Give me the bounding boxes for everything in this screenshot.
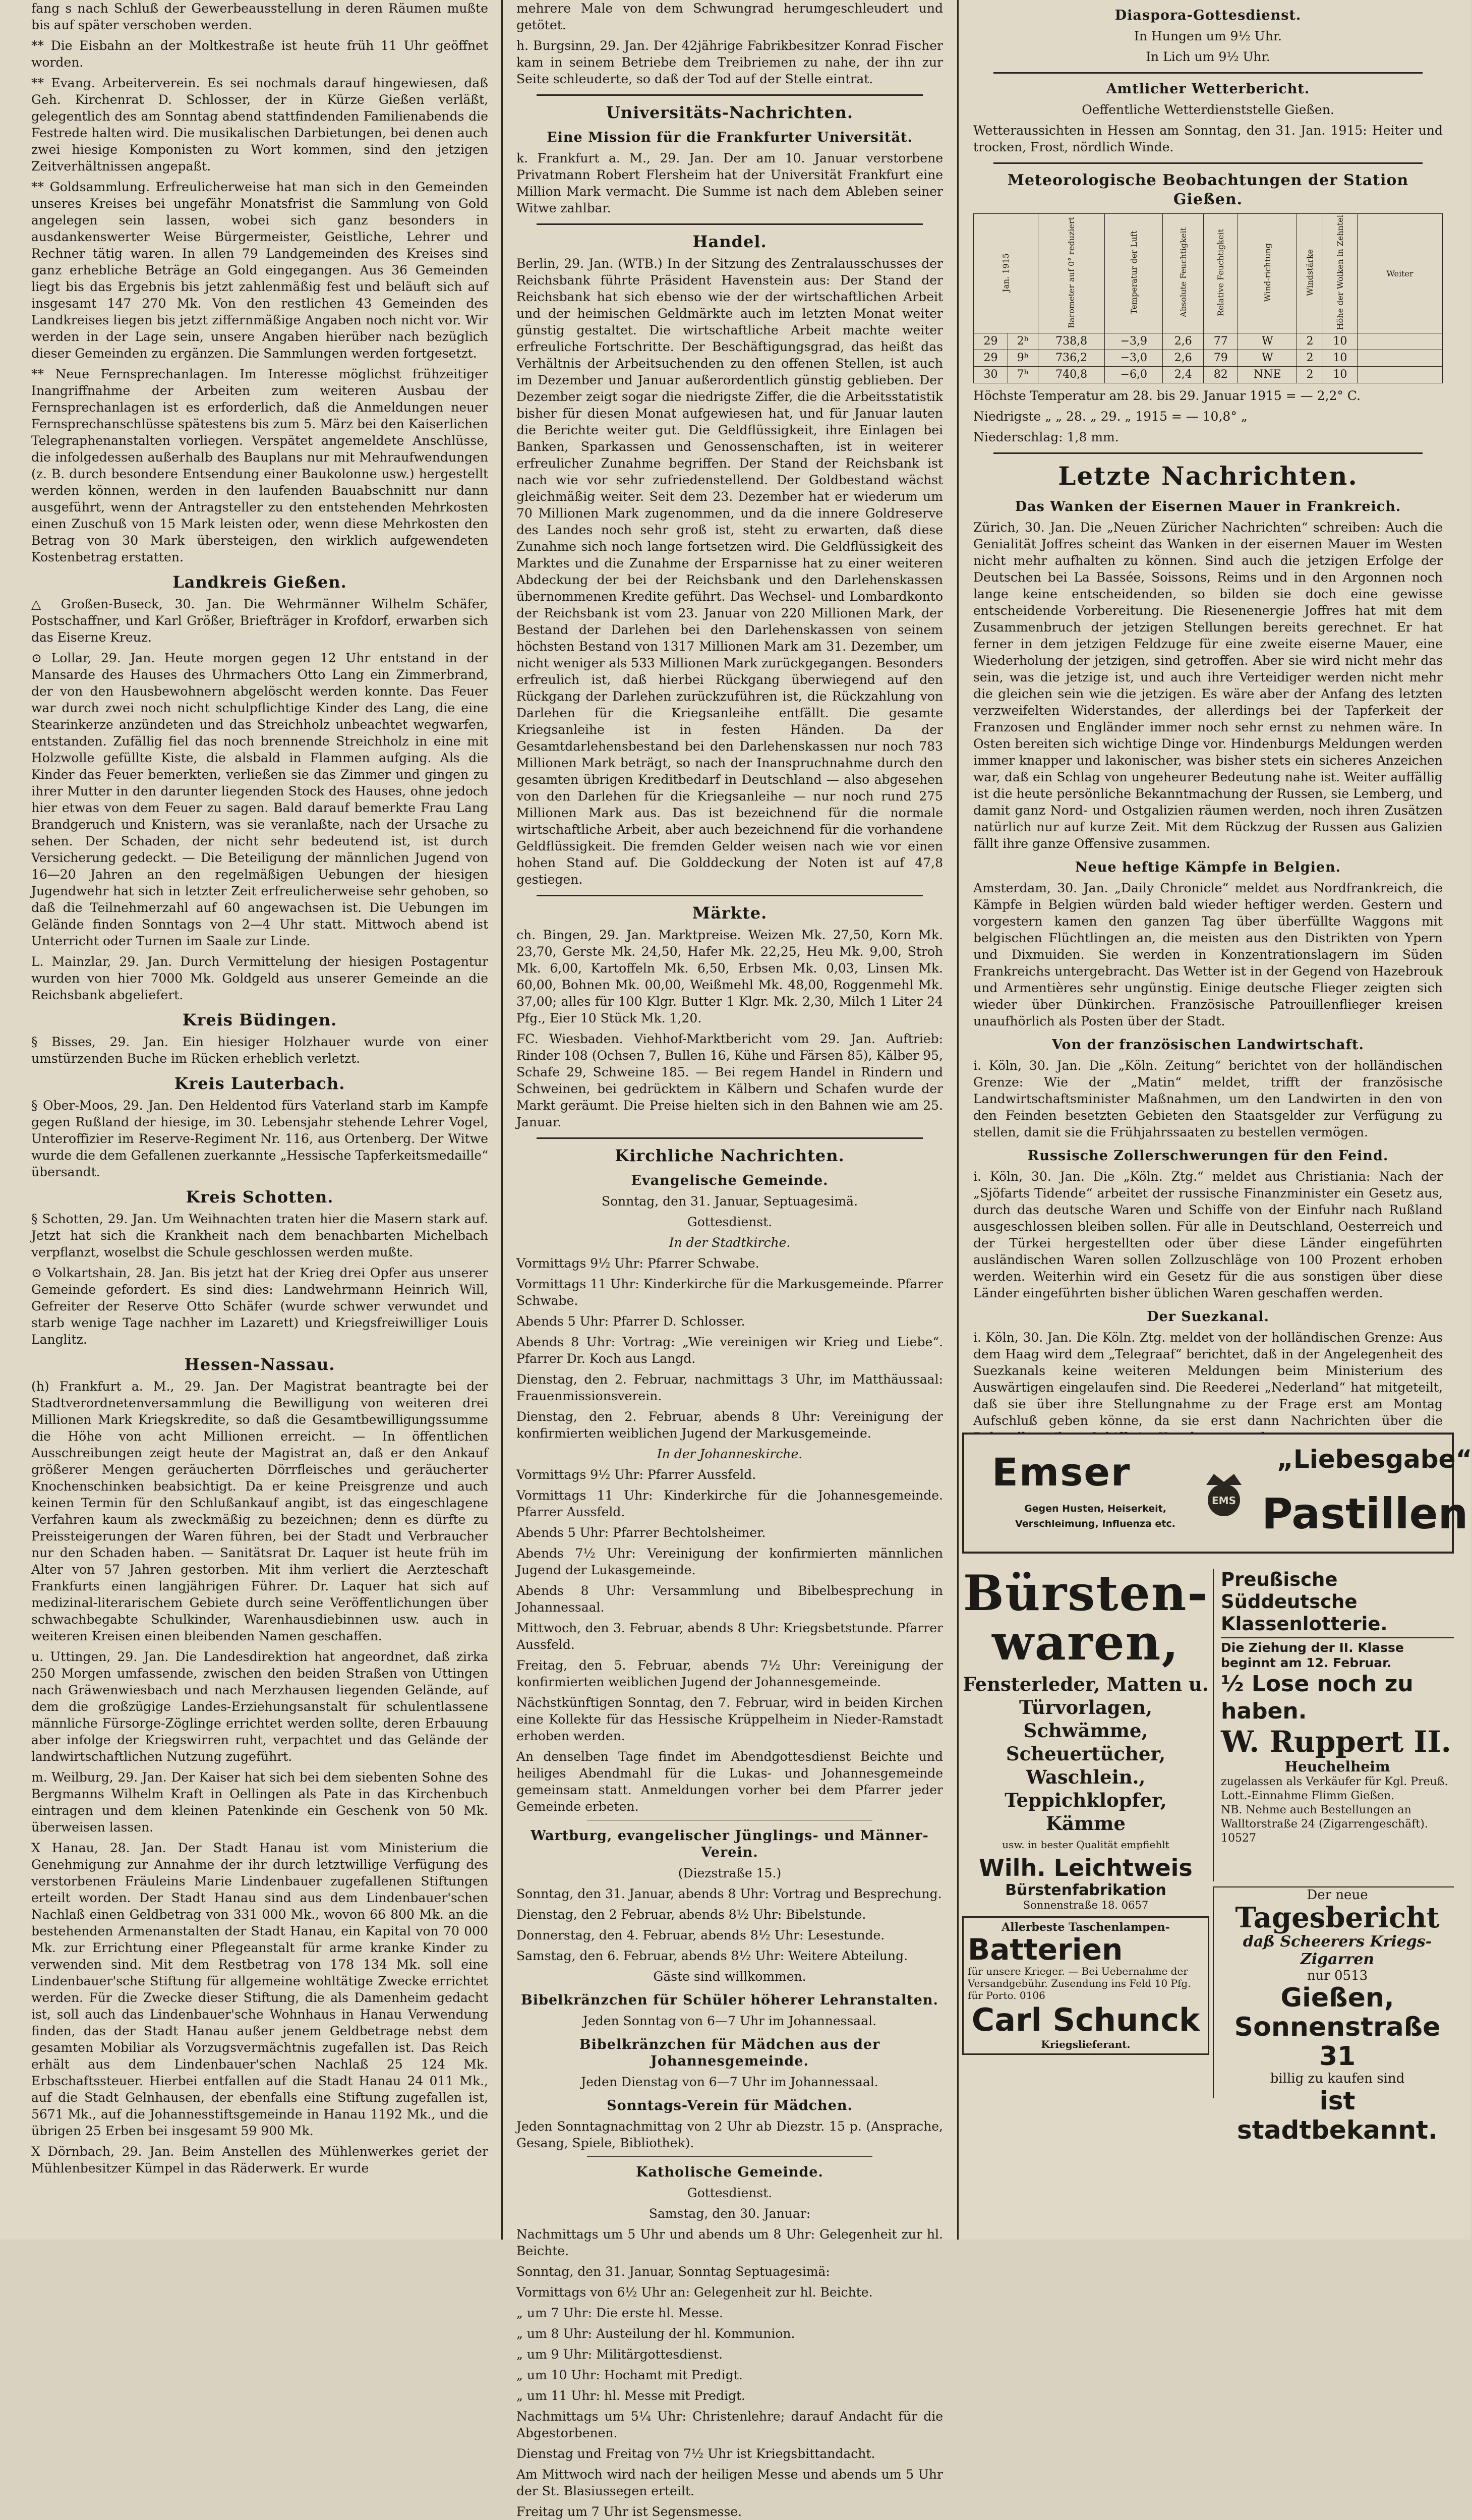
church-line: (Diezstraße 15.) xyxy=(678,1866,782,1880)
weather-col-header: Barometer auf 0° reduziert xyxy=(1038,214,1104,333)
weather-line: Wetteraussichten in Hessen am Sonntag, den 31. Jan. 1915: Heiter und trocken, Frost, nördlich Winde. xyxy=(973,123,1443,154)
table-cell: 2 xyxy=(1297,350,1323,367)
table-cell: 30 xyxy=(974,367,1008,383)
article-paragraph: ** Die Eisbahn an der Moltkestraße ist heute früh 11 Uhr geöffnet worden. xyxy=(31,38,488,70)
ad-headline: Preußische Süddeutsche Klassenlotterie. xyxy=(1221,1569,1388,1635)
ad-text: billig zu kaufen sind xyxy=(1270,2071,1405,2086)
church-line: Vormittags 9½ Uhr: Pfarrer Aussfeld. xyxy=(516,1467,756,1482)
ad-text: ½ Lose noch zu haben. xyxy=(1221,1671,1414,1724)
church-line: Gottesdienst. xyxy=(687,1215,773,1229)
church-line: Nächstkünftigen Sonntag, den 7. Februar, wird in beiden Kirchen eine Kollekte für das Hessische Krüppelheim in Nieder-Ramstadt erhoben werden. xyxy=(516,1695,943,1743)
weather-col-header: Höhe der Wolken in Zehntel xyxy=(1323,214,1357,333)
section-subheading: Evangelische Gemeinde. xyxy=(631,1173,829,1188)
church-line: Nachmittags um 5¼ Uhr: Christenlehre; darauf Andacht für die Abgestorbenen. xyxy=(516,2409,943,2440)
article-paragraph: Zürich, 30. Jan. Die „Neuen Züricher Nachrichten“ schreiben: Auch die Genialität Joffres scheint das Wanken in der eisernen Mauer im Westen nicht mehr aufhalten zu können. Sind auch die jetzigen Erfolge der Deutschen bei La Bassée, Soissons, Reims und in den Argonnen noch lange keine entscheidenden, so bilden sie doch eine gewisse entscheidende Vorbereitung. Die Riesenenergie Joffres hat mit dem Zusammenbruch der jetzigen Stellungen bereits gerechnet. Er hat ferner in dem jetzigen Feldzuge für eine zweite eiserne Mauer, eine Wiederholung der jetzigen, sind getroffen. Aber sie wird nicht mehr das sein, was die jetzige ist, und auch ihre Verteidiger werden nicht mehr die gleichen sein wie die jetzigen. Es wäre aber der Anfang des letzten verzweifelten Widerstandes, der allerdings bei der Tapferkeit der Franzosen und Engländer immer noch sehr ernst zu nehmen wäre. In Osten bereiten sich wichtige Dinge vor. Hindenburgs Meldungen werden immer knapper und lakonischer, was bisher stets ein sicheres Anzeichen war, daß ein Schlag von ungeheurer Bedeutung nahe ist. Weiter auffällig ist die heute persönliche Bekanntmachung der Russen, sie Lemberg, und damit ganz Nord- und Ostgalizien räumen werden, noch ihren Zusätzen natürlich nur auf kurze Zeit. Mit dem Rückzug der Russen aus Galizien fällt ihre ganze Offensive zusammen. xyxy=(973,520,1443,851)
article-paragraph: ** Goldsammlung. Erfreulicherweise hat man sich in den Gemeinden unseres Kreises bei ungefähr Monatsfrist die Sammlung von Gold angelegen sein lassen, wobei sich ganz besonders in ausdankenswerter Weise Bürgermeister, Geistliche, Lehrer und Rechner tätig waren. In allen 79 Landgemeinden des Kreises sind ganz erhebliche Beträge an Gold eingegangen. Aus 36 Gemeinden liegt bis das Ergebnis bis jetzt zahlenmäßig fest und beläuft sich auf insgesamt 147 270 Mk. Von den restlichen 43 Gemeinden des Landkreises liegen bis jetzt ziffernmäßige Angaben noch nicht vor. Wir werden in der Lage sein, unsere Angaben hierüber nach bezüglich dieser Gemeinden zu ergänzen. Die Sammlungen werden fortgesetzt. xyxy=(31,180,488,361)
article-paragraph: ** Neue Fernsprechanlagen. Im Interesse möglichst frühzeitiger Inangriffnahme der Arbeiten zum weiteren Ausbau der Fernsprechanlagen ist es erforderlich, daß die Anmeldungen neuer Fernsprechanschlüsse spätestens bis zum 5. März bei den Kaiserlichen Telegraphenanstalten vorliegen. Verspätet angemeldete Anschlüsse, die infolgedessen außerhalb des Bauplans nur mit Mehraufwendungen (z. B. durch besondere Entsendung einer Baukolonne usw.) hergestellt werden können, werden in den laufenden Bauabschnitt nur dann ausgeführt, wenn der Antragsteller zu den entstehenden Mehrkosten einen Zuschuß von 15 Mark leisten oder, wenn diese Mehrkosten den Betrag von 30 Mark übersteigen, den wirklich aufgewendeten Kostenbetrag erstatten. xyxy=(31,367,488,564)
table-cell: 736,2 xyxy=(1038,350,1104,367)
section-heading: Kirchliche Nachrichten. xyxy=(615,1146,845,1165)
church-line: Dienstag, den 2. Februar, nachmittags 3 Uhr, im Matthäussaal: Frauenmissionsverein. xyxy=(516,1372,943,1403)
section-subheading: Das Wanken der Eisernen Mauer in Frankreich. xyxy=(1015,499,1401,515)
church-line: Jeden Sonntagnachmittag von 2 Uhr ab Diezstr. 15 p. (Ansprache, Gesang, Spiele, Bibliothek). xyxy=(516,2119,943,2150)
weather-col-header: Jan. 1915 xyxy=(974,214,1038,333)
ad-firm: Carl Schunck xyxy=(971,2001,1200,2038)
table-row xyxy=(974,350,1443,367)
section-heading: Handel. xyxy=(692,232,767,251)
church-line: Dienstag und Freitag von 7½ Uhr ist Kriegsbittandacht. xyxy=(516,2446,875,2461)
section-subheading: Eine Mission für die Frankfurter Universität. xyxy=(547,130,913,145)
ad-text: Gegen Husten, Heiserkeit, Verschleimung, Influenza etc. xyxy=(1015,1503,1175,1529)
ad-product: Batterien xyxy=(968,1932,1123,1967)
table-cell: −6,0 xyxy=(1105,367,1163,383)
ad-brand: Emser xyxy=(992,1450,1131,1495)
section-divider xyxy=(537,94,923,96)
table-cell xyxy=(1358,350,1443,367)
section-subheading: Sonntags-Verein für Mädchen. xyxy=(607,2098,853,2113)
church-line: Am Mittwoch wird nach der heiligen Messe und abends um 5 Uhr der St. Blasiussegen erteilt. xyxy=(516,2467,943,2498)
table-cell: 29 xyxy=(974,333,1008,350)
table-cell: 29 xyxy=(974,350,1008,367)
ad-text: zugelassen als Verkäufer für Kgl. Preuß. Lott.-Einnahme Flimm Gießen. xyxy=(1221,1776,1448,1802)
article-paragraph: ⊙ Lollar, 29. Jan. Heute morgen gegen 12 Uhr entstand in der Mansarde des Hauses des Uhrmachers Otto Lang ein Zimmerbrand, der von den Hausbewohnern abgelöscht werden konnte. Das Feuer war durch zwei noch nicht schulpflichtige Kinder des Lang, die eine Stearinkerze anzündeten und das Streichholz unbeachtet wegwarfen, entstanden. Zufällig fiel das noch brennende Streichholz in eine mit Holzwolle gefüllte Kiste, die alsbald in Flammen aufging. Als die Kinder das Feuer bemerkten, verließen sie das Zimmer und gingen zu ihrer Mutter in den darunter liegenden Stock des Hauses, ohne jedoch hier etwas von dem Feuer zu sagen. Bald darauf bemerkte Frau Lang Brandgeruch und Knistern, was sie veranlaßte, nach der Ursache zu sehen. Der Schaden, der nicht sehr bedeutend ist, ist durch Versicherung gedeckt. — Die Beteiligung der männlichen Jugend von 16—20 Jahren an den regelmäßigen Uebungen der hiesigen Jugendwehr hat sich in letzter Zeit erfreulicherweise sehr gehoben, so daß die Teilnehmerzahl auf 60 angewachsen ist. Die Uebungen im Gelände finden Sonntags von 2—4 Uhr statt. Mittwoch abend ist Unterricht oder Turnen im Saale zur Linde. xyxy=(31,651,488,948)
table-cell: 79 xyxy=(1204,350,1238,367)
section-subheading: Bibelkränzchen für Mädchen aus der Johannesgemeinde. xyxy=(579,2037,880,2069)
article-paragraph: (h) Frankfurt a. M., 29. Jan. Der Magistrat beantragte bei der Stadtverordnetenversammlung die Bewilligung von weiteren drei Millionen Mark Kriegskredite, so daß die Gesamtbewilligungssumme die Höhe von acht Millionen erreicht. — In öffentlichen Ausschreibungen zeigt heute der Magistrat an, daß er den Ankauf größerer Mengen geräucherten Dörrfleisches und geräucherter Knochenschinken beabsichtigt. Da er keine Preisgrenze und auch keinen Termin für den Schlußankauf angibt, ist das eingeschlagene Verfahren kaum als zweckmäßig zu bezeichnen; denn es dürfte zu Preissteigerungen der Waren führen, bei der Stadt und Verbraucher nur den Schaden haben. — Sanitätsrat Dr. Laquer ist heute früh im Alter von 57 Jahren gestorben. Mit ihm verliert die Aerzteschaft Frankfurts einen langjährigen Führer. Dr. Laquer hat sich auf medizinal-literarischem Gebiete durch seine Veröffentlichungen über schwachbegabte Schulkinder, Warenhausdiebinnen usw. auch in weiteren Kreisen einen bleibenden Namen geschaffen. xyxy=(31,1379,488,1643)
section-heading: Letzte Nachrichten. xyxy=(1058,461,1358,491)
weather-line: Niederschlag: 1,8 mm. xyxy=(973,430,1119,445)
section-heading: Kreis Büdingen. xyxy=(182,1010,337,1029)
service-line: In Lich um 9½ Uhr. xyxy=(1146,49,1270,64)
table-row xyxy=(974,333,1443,350)
column-rule xyxy=(501,0,503,2240)
article-paragraph: h. Burgsinn, 29. Jan. Der 42jährige Fabrikbesitzer Konrad Fischer kam in seinem Betriebe dem Treibriemen zu nahe, der ihn zur Seite schleuderte, so daß der Tod auf der Stelle eintrat. xyxy=(516,38,943,86)
table-cell: 738,8 xyxy=(1038,333,1104,350)
article-paragraph: △ Großen-Buseck, 30. Jan. Die Wehrmänner Wilhelm Schäfer, Postschaffner, und Karl Größer, Briefträger in Krofdorf, erwarben sich das Eiserne Kreuz. xyxy=(31,597,488,645)
church-line: Dienstag, den 2. Februar, abends 8 Uhr: Vereinigung der konfirmierten weiblichen Jugend der Markusgemeinde. xyxy=(516,1409,943,1441)
weather-col-header: Absolute Feuchtigkeit xyxy=(1163,214,1204,333)
table-cell: 7ʰ xyxy=(1008,367,1038,383)
ad-text: Der neue xyxy=(1307,1887,1368,1903)
ad-text: nur 0513 xyxy=(1307,1968,1368,1983)
weather-line: Höchste Temperatur am 28. bis 29. Januar 1915 = — 2,2° C. xyxy=(973,388,1361,404)
weather-col-header: Windstärke xyxy=(1297,214,1323,333)
ad-buerstenwaren xyxy=(962,1565,1209,2113)
weather-col-header: Wind-richtung xyxy=(1238,214,1297,333)
ad-text: NB. Nehme auch Bestellungen an Walltorstraße 24 (Zigarrengeschäft). 10527 xyxy=(1221,1804,1428,1845)
ad-firm: Wilh. Leichtweis xyxy=(979,1854,1193,1881)
section-subheading: Russische Zollerschwerungen für den Feind. xyxy=(1027,1148,1389,1164)
section-divider xyxy=(587,2156,872,2157)
church-line: Sonntag, den 31. Januar, Sonntag Septuagesimä: xyxy=(516,2264,830,2279)
article-paragraph: § Ober-Moos, 29. Jan. Den Heldentod fürs Vaterland starb im Kampfe gegen Rußland der hiesige, im 30. Lebensjahr stehende Lehrer Vogel, Unteroffizier im Reserve-Regiment Nr. 116, aus Ortenberg. Der Witwe wurde die dem Gefallenen zuerkannte „Hessische Tapferkeitsmedaille“ übersandt. xyxy=(31,1098,488,1179)
church-line: Abends 8 Uhr: Versammlung und Bibelbesprechung in Johannessaal. xyxy=(516,1583,943,1615)
church-line: Donnerstag, den 4. Februar, abends 8½ Uhr: Lesestunde. xyxy=(516,1928,885,1942)
table-cell: 2 xyxy=(1297,367,1323,383)
service-line: In Hungen um 9½ Uhr. xyxy=(1134,29,1282,43)
column-rule xyxy=(957,0,959,2240)
weather-col-header: Relative Feuchtigkeit xyxy=(1204,214,1238,333)
column-1 xyxy=(20,0,499,2240)
church-line: Gottesdienst. xyxy=(687,2186,773,2200)
church-line: Dienstag, den 2 Februar, abends 8½ Uhr: Bibelstunde. xyxy=(516,1907,866,1922)
section-heading: Diaspora-Gottesdienst. xyxy=(1114,8,1302,23)
weather-table-header xyxy=(974,214,1443,333)
article-paragraph: i. Köln, 30. Jan. Die „Köln. Ztg.“ meldet aus Christiania: Nach der „Sjöfarts Tidende“ arbeitet der russische Finanzminister ein Gesetz aus, durch das deutsche Waren und Schiffe von der Einfuhr nach Rußland ausgeschlossen bleiben sollen. Für alle in Deutschland, Oesterreich und der Türkei hergestellten oder über diese Länder eingeführten ausländischen Waren sollen Zollzuschläge von 100 Prozent erhoben werden. Weiterhin wird ein Gesetz für die aus sonstigen über diese Länder eingeführten bisher üblichen Waren geschaffen werden. xyxy=(973,1169,1443,1301)
article-paragraph: ⊙ Volkartshain, 28. Jan. Bis jetzt hat der Krieg drei Opfer aus unserer Gemeinde gefordert. Es sind dies: Landwehrmann Heinrich Will, Gefreiter der Reserve Otto Schäfer (wurde schwer verwundet und starb wenige Tage nachher im Lazarett) und Kriegsfreiwilliger Louis Langlitz. xyxy=(31,1266,488,1347)
church-line: „ um 7 Uhr: Die erste hl. Messe. xyxy=(516,2306,723,2320)
ad-emser-pastillen xyxy=(962,1433,1472,1554)
ad-text: Allerbeste Taschenlampen- xyxy=(1002,1921,1170,1934)
section-divider xyxy=(537,1137,923,1139)
church-line: Freitag, den 5. Februar, abends 7½ Uhr: Vereinigung der konfirmierten weiblichen Jugend der Johannesgemeinde. xyxy=(516,1658,943,1689)
church-line: „ um 11 Uhr: hl. Messe mit Predigt. xyxy=(516,2388,745,2403)
church-line: „ um 8 Uhr: Austeilung der hl. Kommunion. xyxy=(516,2326,795,2341)
ad-text: daß Scheerers Kriegs-Zigarren xyxy=(1243,1933,1432,1968)
article-paragraph: X Dörnbach, 29. Jan. Beim Anstellen des Mühlenwerkes geriet der Mühlenbesitzer Kümpel in das Räderwerk. Er wurde xyxy=(31,2144,488,2175)
ad-slogan: ist stadtbekannt. xyxy=(1237,2086,1438,2145)
ad-headline: Tagesbericht xyxy=(1235,1901,1440,1934)
church-line: Samstag, den 30. Januar: xyxy=(649,2206,811,2221)
section-subheading: Katholische Gemeinde. xyxy=(636,2164,823,2180)
section-heading: Kreis Schotten. xyxy=(186,1187,334,1207)
section-subheading: Wartburg, evangelischer Jünglings- und Männer-Verein. xyxy=(531,1828,929,1860)
article-paragraph: X Hanau, 28. Jan. Der Stadt Hanau ist vom Ministerium die Genehmigung zur Annahme der ihr durch letztwillige Verfügung des verstorbenen Fräuleins Marie Lindenbauer zugefallenen Stiftungen erteilt worden. Der Stadt Hanau sind aus dem Lindenbauer'schen Nachlaß einen Geldbetrag von 331 000 Mk., wovon 66 800 Mk. an die bestehenden Armenanstalten der Stadt Hanau, ein Kapital von 70 000 Mk. zur Errichtung einer Pflegeanstalt für arme kranke Kinder zu verwenden sind. Mit dem Restbetrag von 178 134 Mk. soll eine Lindenbauer'sche Stiftung für allgemeine wohltätige Zwecke errichtet werden. Für die Zwecke dieser Stiftung, die als Damenheim gedacht ist, soll auch das Lindenbauer'sche Wohnhaus in Hanau Verwendung finden, das der Stadt Hanau außer jenem Geldbetrage nebst dem gesamten Mobiliar als Vorzugsvermächtnis zugefallen ist. Das Reich erhält aus dem Lindenbauer'schen Nachlaß 25 124 Mk. Erbschaftssteuer. Hierbei entfallen auf die Stadt Hanau 24 011 Mk., auf die Stadt Gelnhausen, der ebenfalls eine Stiftung zugefallen ist, 5671 Mk., auf die Johannesstiftsgemeinde in Hanau 1192 Mk., und die übrigen 25 Erben bei insgesamt 59 900 Mk. xyxy=(31,1841,488,2138)
church-line: Gäste sind willkommen. xyxy=(653,1969,806,1984)
church-line: Abends 8 Uhr: Vortrag: „Wie vereinigen wir Krieg und Liebe“. Pfarrer Dr. Koch aus Langd. xyxy=(516,1335,943,1366)
section-heading: Meteorologische Beobachtungen der Station Gießen. xyxy=(1007,171,1409,208)
church-line: Abends 5 Uhr: Pfarrer Bechtolsheimer. xyxy=(516,1525,766,1540)
ad-place: Heuchelheim xyxy=(1284,1758,1390,1775)
section-subheading: Von der französischen Landwirtschaft. xyxy=(1052,1037,1364,1053)
table-cell: 740,8 xyxy=(1038,367,1104,383)
ad-text: Kriegslieferant. xyxy=(1041,2038,1131,2050)
church-line: In der Johanneskirche. xyxy=(657,1447,803,1461)
section-heading: Märkte. xyxy=(692,903,768,923)
table-cell: 82 xyxy=(1204,367,1238,383)
ad-headline: Bürsten-waren, xyxy=(963,1565,1209,1671)
table-cell xyxy=(1358,333,1443,350)
article-paragraph: § Schotten, 29. Jan. Um Weihnachten traten hier die Masern stark auf. Jetzt hat sich die Krankheit nach dem benachbarten Michelbach verpflanzt, woselbst die Schule geschlossen werden mußte. xyxy=(31,1212,488,1259)
section-heading: Amtlicher Wetterbericht. xyxy=(1106,81,1310,97)
table-cell: NNE xyxy=(1238,367,1297,383)
weather-table xyxy=(973,213,1443,383)
ad-text: usw. in bester Qualität empfiehlt xyxy=(1002,1839,1169,1851)
table-cell: 10 xyxy=(1323,350,1357,367)
church-line: Jeden Dienstag von 6—7 Uhr im Johannessaal. xyxy=(581,2075,878,2089)
church-line: Freitag um 7 Uhr ist Segensmesse. xyxy=(516,2504,742,2519)
church-line: „ um 10 Uhr: Hochamt mit Predigt. xyxy=(516,2368,743,2382)
section-subheading: Der Suezkanal. xyxy=(1147,1309,1269,1325)
table-cell: 9ʰ xyxy=(1008,350,1038,367)
section-heading: Hessen-Nassau. xyxy=(184,1355,335,1374)
section-divider xyxy=(537,895,923,896)
ad-tagesbericht xyxy=(1213,1886,1454,2145)
badge-text: EMS xyxy=(1212,1495,1236,1507)
church-line: Jeden Sonntag von 6—7 Uhr im Johannessaal. xyxy=(582,2014,877,2028)
table-cell: 10 xyxy=(1323,333,1357,350)
table-cell: 2ʰ xyxy=(1008,333,1038,350)
article-paragraph: FC. Wiesbaden. Viehhof-Marktbericht vom 29. Jan. Auftrieb: Rinder 108 (Ochsen 7, Bullen 16, Kühe und Färsen 85), Kälber 95, Schafe 29, Schweine 185. — Bei regem Handel in Rindern und Schweinen, bei gedrücktem in Kälbern und Schafen wurde der Markt geräumt. Die Preise hielten sich in den Bahnen wie am 25. Januar. xyxy=(516,1032,943,1129)
table-row xyxy=(974,367,1443,383)
table-cell: −3,0 xyxy=(1105,350,1163,367)
article-paragraph: ch. Bingen, 29. Jan. Marktpreise. Weizen Mk. 27,50, Korn Mk. 23,70, Gerste Mk. 24,50, Hafer Mk. 22,25, Heu Mk. 9,00, Stroh Mk. 6,00, Kartoffeln Mk. 6,50, Erbsen Mk. 0,03, Linsen Mk. 60,00, Bohnen Mk. 00,00, Weißmehl Mk. 48,00, Roggenmehl Mk. 37,00; alles für 100 Klgr. Butter 1 Klgr. Mk. 2,30, Milch 1 Liter 24 Pfg., Eier 10 Stück Mk. 1,20. xyxy=(516,928,943,1025)
church-line: An denselben Tage findet im Abendgottesdienst Beichte und heiliges Abendmahl für die Lukas- und Johannesgemeinde gemeinsam statt. Anmeldungen vorher bei dem Pfarrer jeder Gemeinde erbeten. xyxy=(516,1749,943,1814)
ad-text: Die Ziehung der II. Klasse beginnt am 12. Februar. xyxy=(1221,1637,1454,1671)
section-heading: Kreis Lauterbach. xyxy=(174,1074,345,1093)
table-cell: W xyxy=(1238,350,1297,367)
section-divider xyxy=(993,452,1423,454)
article-paragraph: m. Weilburg, 29. Jan. Der Kaiser hat sich bei dem siebenten Sohne des Bergmanns Wilhelm Kraft in Oellingen als Pate in das Kirchenbuch eintragen und dem kleinen Patenkinde ein Geschenk von 50 Mk. überweisen lassen. xyxy=(31,1770,488,1835)
church-line: Nachmittags um 5 Uhr und abends um 8 Uhr: Gelegenheit zur hl. Beichte. xyxy=(516,2227,943,2258)
section-divider xyxy=(537,223,923,225)
church-line: In der Stadtkirche. xyxy=(669,1235,791,1250)
church-line: Vormittags 11 Uhr: Kinderkirche für die Markusgemeinde. Pfarrer Schwabe. xyxy=(516,1277,943,1308)
ad-product-list: Fensterleder, Matten u. Türvorlagen, Schwämme, Scheuertücher, Waschlein., Teppichklopfer, Kämme xyxy=(963,1673,1209,1835)
ad-product: Pastillen xyxy=(1262,1489,1468,1538)
church-line: Sonntag, den 31. Januar, Septuagesimä. xyxy=(601,1194,858,1209)
weather-line: Oeffentliche Wetterdienststelle Gießen. xyxy=(1082,102,1334,117)
article-paragraph: § Bisses, 29. Jan. Ein hiesiger Holzhauer wurde von einer umstürzenden Buche im Rücken erheblich verletzt. xyxy=(31,1035,488,1066)
church-line: Sonntag, den 31. Januar, abends 8 Uhr: Vortrag und Besprechung. xyxy=(516,1886,942,1901)
ad-firm: W. Ruppert II. xyxy=(1221,1725,1451,1759)
table-cell: 2,6 xyxy=(1163,350,1204,367)
article-paragraph: u. Uttingen, 29. Jan. Die Landesdirektion hat angeordnet, daß zirka 250 Morgen umfassende, zwischen den beiden Straßen von Uttingen nach Gräwenwiesbach und nach Merzhausen liegenden Gelände, auf dem die großzügige Landes-Erziehungsanstalt für schulentlassene männliche Fürsorge-Zöglinge errichtet werden sollte, deren Erbauung aber infolge der Kriegswirren ruht, verpachtet und das Gelände der landwirtschaftlichen Nutzung zugeführt. xyxy=(31,1649,488,1764)
article-paragraph: Amsterdam, 30. Jan. „Daily Chronicle“ meldet aus Nordfrankreich, die Kämpfe in Belgien würden bald wieder heftiger werden. Gestern und vorgestern kamen den ganzen Tag über überfüllte Waggons mit belgischen Flüchtlingen an, die meisten aus den Distrikten von Ypern und Dixmuiden. Sie werden in Konzentrationslagern im Süden Frankreichs untergebracht. Das Wetter ist in der Gegend von Hazebrouk und Armentières sehr ungünstig. Einige deutsche Flieger zeigten sich wieder über Dünkirchen. Französische Patrouillenflieger kreisen unaufhörlich als Posten über der Stadt. xyxy=(973,881,1443,1029)
table-cell xyxy=(1358,367,1443,383)
ad-address: Gießen, Sonnenstraße 31 xyxy=(1234,1983,1441,2072)
table-cell: 2,4 xyxy=(1163,367,1204,383)
church-line: Mittwoch, den 3. Februar, abends 8 Uhr: Kriegsbetstunde. Pfarrer Aussfeld. xyxy=(516,1621,943,1652)
column-2 xyxy=(505,0,954,2519)
church-line: Vormittags 11 Uhr: Kinderkirche für die Johannesgemeinde. Pfarrer Aussfeld. xyxy=(516,1488,943,1519)
article-paragraph: k. Frankfurt a. M., 29. Jan. Der am 10. Januar verstorbene Privatmann Robert Flersheim hat der Universität Frankfurt eine Million Mark vermacht. Die Summe ist nach dem Ableben seiner Witwe zahlbar. xyxy=(516,151,943,215)
table-cell: W xyxy=(1238,333,1297,350)
weather-col-header: Weiter xyxy=(1358,214,1443,333)
ad-address: Sonnenstraße 18. 0657 xyxy=(1023,1899,1149,1911)
column-3 xyxy=(962,0,1454,1428)
ad-batterien xyxy=(962,1916,1209,2055)
article-paragraph: ** Evang. Arbeiterverein. Es sei nochmals darauf hingewiesen, daß Geh. Kirchenrat D. Schlosser, der in Kürze Gießen verläßt, gelegentlich des am Sonntag abend stattfindenden Familienabends die Festrede halten wird. Die musikalischen Darbietungen, bei denen auch zwei hiesige Komponisten zu Wort kommen, sind den jetzigen Zeitverhältnissen angepaßt. xyxy=(31,76,488,174)
church-line: Vormittags 9½ Uhr: Pfarrer Schwabe. xyxy=(516,1256,759,1271)
section-subheading: Bibelkränzchen für Schüler höherer Lehranstalten. xyxy=(521,1992,938,2008)
table-cell: 77 xyxy=(1204,333,1238,350)
article-paragraph: mehrere Male von dem Schwungrad herumgeschleudert und getötet. xyxy=(516,1,943,32)
section-divider xyxy=(993,162,1423,164)
ad-subtitle: Bürstenfabrikation xyxy=(1005,1881,1166,1899)
section-heading: Universitäts-Nachrichten. xyxy=(606,103,853,122)
ad-text: für unsere Krieger. — Bei Uebernahme der Versandgebühr. Zusendung ins Feld 10 Pfg. für Porto. 0106 xyxy=(968,1965,1191,2001)
section-heading: Landkreis Gießen. xyxy=(172,572,347,592)
article-paragraph: L. Mainzlar, 29. Jan. Durch Vermittelung der hiesigen Postagentur wurden von hier 7000 Mk. Goldgeld aus unserer Gemeinde an die Reichsbank abgeliefert. xyxy=(31,954,488,1002)
church-line: Vormittags von 6½ Uhr an: Gelegenheit zur hl. Beichte. xyxy=(516,2285,873,2300)
church-line: Abends 5 Uhr: Pfarrer D. Schlosser. xyxy=(516,1314,745,1329)
table-cell: 2 xyxy=(1297,333,1323,350)
ad-slogan: „Liebesgabe“ xyxy=(1277,1445,1472,1474)
crown-badge-icon xyxy=(1196,1465,1252,1520)
article-paragraph: i. Köln, 30. Jan. Die Köln. Ztg. meldet von der holländischen Grenze: Aus dem Haag wird dem „Telegraaf“ berichtet, daß in der Angelegenheit des Suezkanals keine weiteren Meldungen beim Ministerium des Auswärtigen eingelaufen sind. Die Reederei „Nederland“ hat mitgeteilt, daß sie über ihre Stellungnahme zu der Frage erst am Montag Aufschluß geben könne, da sie erst dann Nachrichten über die xyxy=(973,1330,1443,1428)
church-line: Samstag, den 6. Februar, abends 8½ Uhr: Weitere Abteilung. xyxy=(516,1949,908,1963)
article-paragraph: i. Köln, 30. Jan. Die „Köln. Zeitung“ berichtet von der holländischen Grenze: Wie der „Matin“ meldet, trifft der französische Landwirtschaftsminister Maßnahmen, um den Landwirten in den von den Feinden besetzten Gebieten den Staatsgelder zur Verfügung zu stellen, damit sie die Frühjahrssaaten zu bestellen vermögen. xyxy=(973,1058,1443,1140)
section-subheading: Neue heftige Kämpfe in Belgien. xyxy=(1075,860,1341,876)
church-line: „ um 9 Uhr: Militärgottesdienst. xyxy=(516,2347,723,2362)
table-cell: 10 xyxy=(1323,367,1357,383)
article-paragraph: Berlin, 29. Jan. (WTB.) In der Sitzung des Zentralausschusses der Reichsbank führte Präsident Havenstein aus: Der Stand der Reichsbank hat sich ebenso wie der der wirtschaftlichen Arbeit und der heimischen Geldmärkte auch im letzten Monat weiter günstig gestaltet. Die wirtschaftliche Arbeit machte weiter erfreuliche Fortschritte. Der Beschäftigungsgrad, das heißt das Verhältnis der Arbeitsuchenden zu den offenen Stellen, ist auch im Dezember und Januar außerordentlich günstig geblieben. Der Dezember zeigt sogar die niedrigste Ziffer, die die Arbeitsstatistik bisher für diesen Monat aufgewiesen hat, und für Januar lauten die Berichte weiter gut. Die Geldflüssigkeit, ihre Einlagen bei Banken, Sparkassen und Genossenschaften, ist in weiterer erfreulicher Zunahme begriffen. Der Stand der Reichsbank ist nach wie vor sehr zufriedenstellend. Der Goldbestand wächst gleichmäßig weiter. Seit dem 23. Dezember hat er wiederum um 70 Millionen Mark zugenommen, und da die innere Goldreserve des Landes noch sehr groß ist, steht zu erwarten, daß diese Zunahme sich noch lange fortsetzen wird. Die Geldflüssigkeit des Marktes und die Zunahme der Ersparnisse hat zu einer weiteren Abdeckung der bei der Reichsbank und den Darlehenskassen übernommenen Kredite geführt. Das Wechsel- und Lombardkonto der Reichsbank ist vom 23. Januar von 220 Millionen Mark, der Bestand der Darlehen bei den Darlehenskassen von seinem höchsten Bestand von 1317 Millionen Mark am 31. Dezember, um nicht weniger als 533 Millionen Mark zurückgegangen. Besonders erfreulich ist, daß hierbei Rückgang überwiegend auf den Rückgang der Darlehen zurückzuführen ist, die Rückzahlung von Darlehen für die Kriegsanleihe entfällt. Die gesamte Kriegsanleihe ist in festen Händen. Da der Gesamtdarlehensbestand bei den Darlehenskassen nur noch 783 Millionen Mark beträgt, so nach der Inanspruchnahme durch den gesamten übrigen Kreditbedarf in Deutschland — also abgesehen von den Darlehen für die Kriegsanleihe — nur noch rund 275 Millionen Mark aus. Das ist bezeichnend für die normale wirtschaftliche Arbeit, aber auch bezeichnend für die vorhandene Geldflüssigkeit. Die fremden Gelder weisen nach wie vor einen hohen Stand auf. Die Golddeckung der Noten ist auf 47,8 gestiegen. xyxy=(516,256,943,887)
article-paragraph: fang s nach Schluß der Gewerbeausstellung in deren Räumen mußte bis auf später verschoben werden. xyxy=(31,1,488,32)
ad-klassenlotterie xyxy=(1213,1569,1454,1881)
weather-col-header: Temperatur der Luft xyxy=(1105,214,1163,333)
table-cell: −3,9 xyxy=(1105,333,1163,350)
church-line: Abends 7½ Uhr: Vereinigung der konfirmierten männlichen Jugend der Lukasgemeinde. xyxy=(516,1546,943,1577)
section-divider xyxy=(993,72,1423,74)
weather-line: Niedrigste „ „ 28. „ 29. „ 1915 = — 10,8° „ xyxy=(973,409,1248,424)
table-cell: 2,6 xyxy=(1163,333,1204,350)
